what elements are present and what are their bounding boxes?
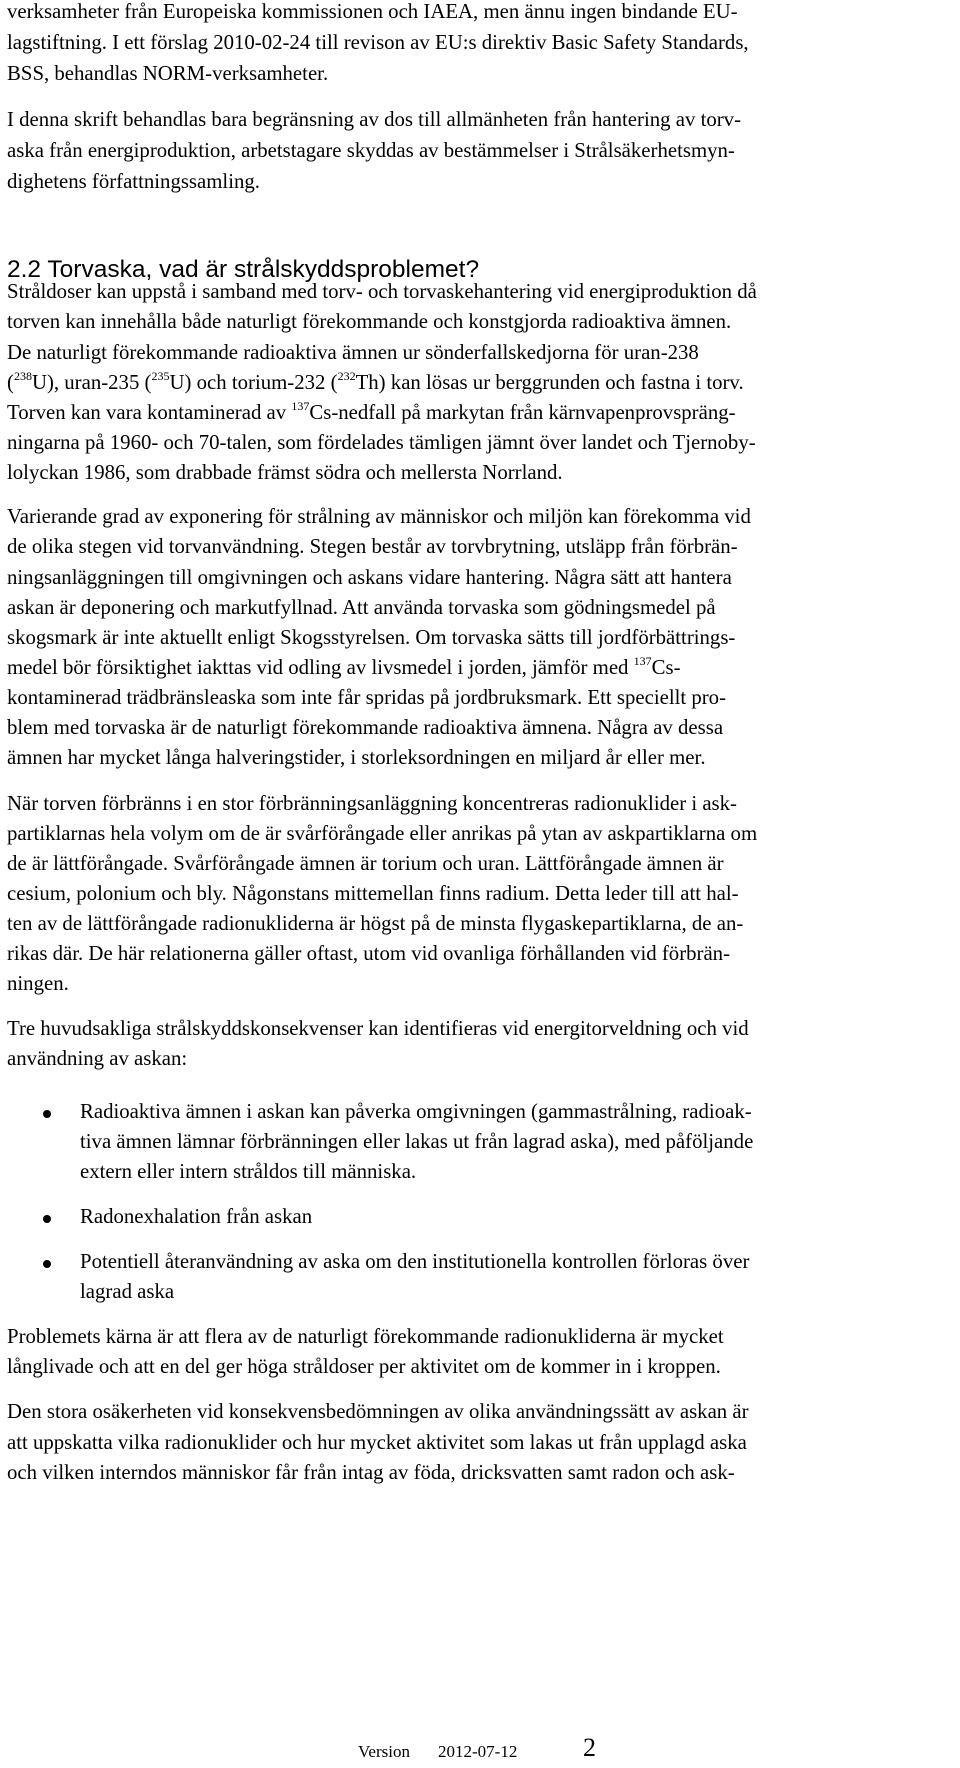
superscript: 137 (633, 654, 652, 668)
paragraph-line: dighetens författningssamling. (7, 170, 260, 193)
list-item-line: Radonexhalation från askan (80, 1205, 313, 1228)
footer-version-label: Version (358, 1742, 410, 1761)
list-item-line: lagrad aska (80, 1280, 175, 1303)
paragraph-line: lolyckan 1986, som drabbade främst södra och mellersta Norrland. (7, 461, 563, 484)
footer-date: 2012-07-12 (438, 1742, 518, 1761)
section-heading: 2.2 Torvaska, vad är strålskyddsproblemet? (7, 256, 480, 283)
paragraph-line (7, 401, 736, 425)
paragraph-line: långlivade och att en del ger höga stråldoser per aktivitet om de kommer in i kroppen. (7, 1355, 721, 1378)
paragraph-line: torven kan innehålla både naturligt förekommande och konstgjorda radioaktiva ämnen. (7, 310, 732, 333)
list-item-line: tiva ämnen lämnar förbränningen eller lakas ut från lagrad aska), med påföljande (80, 1130, 754, 1153)
intro-line: BSS, behandlas NORM-verksamheter. (7, 62, 329, 85)
paragraph-line (7, 371, 744, 395)
text-run: medel bör försiktighet iakttas vid odling av livsmedel i jorden, jämför med (7, 656, 634, 679)
text-run: U), uran-235 ( (31, 371, 152, 394)
bullet-icon (43, 1260, 51, 1268)
paragraph-line: Den stora osäkerheten vid konsekvensbedömningen av olika användningssätt av askan är (7, 1400, 749, 1423)
paragraph-line: ämnen har mycket långa halveringstider, i storleksordningen en miljard år eller mer. (7, 746, 706, 769)
paragraph-line: de olika stegen vid torvanvändning. Stegen består av torvbrytning, utsläpp från förbrän- (7, 535, 738, 558)
paragraph-line: Problemets kärna är att flera av de naturligt förekommande radionukliderna är mycket (7, 1325, 724, 1348)
paragraph-line: ningarna på 1960- och 70-talen, som fördelades tämligen jämnt över landet och Tjernoby- (7, 431, 756, 454)
intro-line: lagstiftning. I ett förslag 2010-02-24 till revison av EU:s direktiv Basic Safety Standards, (7, 31, 749, 54)
paragraph-line: användning av askan: (7, 1047, 188, 1070)
text-run: Cs- (651, 656, 681, 679)
bullet-icon (43, 1215, 51, 1223)
paragraph-line: blem med torvaska är de naturligt förekommande radioaktiva ämnena. Några av dessa (7, 716, 724, 739)
text-run: Th) kan lösas ur berggrunden och fastna i torv. (355, 371, 744, 394)
paragraph-line: I denna skrift behandlas bara begränsning av dos till allmänheten från hantering av torv- (7, 108, 741, 131)
paragraph-line: Varierande grad av exponering för strålning av människor och miljön kan förekomma vid (7, 505, 751, 528)
superscript: 232 (337, 369, 356, 383)
paragraph-line: askan är deponering och markutfyllnad. Att använda torvaska som gödningsmedel på (7, 596, 716, 619)
superscript: 137 (291, 399, 310, 413)
paragraph-line: partiklarnas hela volym om de är svårförångade eller anrikas på ytan av askpartiklarna om (7, 822, 758, 845)
paragraph-line (7, 656, 681, 680)
paragraph-line: och vilken interndos människor får från intag av föda, dricksvatten samt radon och ask- (7, 1461, 735, 1484)
paragraph-line: Tre huvudsakliga strålskyddskonsekvenser kan identifieras vid energitorveldning och vid (7, 1017, 749, 1040)
paragraph-line: ten av de lättförångade radionukliderna är högst på de minsta flygaskepartiklarna, de an- (7, 912, 744, 935)
text-run: ( (7, 371, 14, 394)
text-run: Cs-nedfall på markytan från kärnvapenprovspräng- (309, 401, 736, 424)
paragraph-line: ningen. (7, 972, 69, 995)
paragraph-line: skogsmark är inte aktuellt enligt Skogsstyrelsen. Om torvaska sätts till jordförbättrings- (7, 626, 736, 649)
paragraph-line: ningsanläggningen till omgivningen och askans vidare hantering. Några sätt att hantera (7, 566, 732, 589)
superscript: 235 (151, 369, 170, 383)
page-number: 2 (583, 1733, 596, 1762)
paragraph-line: aska från energiproduktion, arbetstagare skyddas av bestämmelser i Strålsäkerhetsmyn- (7, 139, 735, 162)
paragraph-line: Stråldoser kan uppstå i samband med torv- och torvaskehantering vid energiproduktion då (7, 280, 757, 303)
list-item-line: extern eller intern stråldos till människa. (80, 1160, 417, 1183)
paragraph-line: När torven förbränns i en stor förbränningsanläggning koncentreras radionuklider i ask- (7, 792, 737, 815)
paragraph-line: rikas där. De här relationerna gäller oftast, utom vid ovanliga förhållanden vid förbrän- (7, 942, 731, 965)
list-item-line: Potentiell återanvändning av aska om den institutionella kontrollen förloras över (80, 1250, 750, 1273)
paragraph-line: cesium, polonium och bly. Någonstans mittemellan finns radium. Detta leder till att hal- (7, 882, 739, 905)
paragraph-line: kontaminerad trädbränsleaska som inte får spridas på jordbruksmark. Ett speciellt pro- (7, 686, 727, 709)
intro-line: verksamheter från Europeiska kommissionen och IAEA, men ännu ingen bindande EU- (7, 0, 738, 23)
list-item-line: Radioaktiva ämnen i askan kan påverka omgivningen (gammastrålning, radioak- (80, 1100, 752, 1123)
text-run: Torven kan vara kontaminerad av (7, 401, 292, 424)
paragraph-line: De naturligt förekommande radioaktiva ämnen ur sönderfallskedjorna för uran-238 (7, 341, 699, 364)
paragraph-line: att uppskatta vilka radionuklider och hur mycket aktivitet som lakas ut från upplagd aska (7, 1431, 747, 1454)
paragraph-line: de är lättförångade. Svårförångade ämnen är torium och uran. Lättförångade ämnen är (7, 852, 724, 875)
superscript: 238 (13, 369, 32, 383)
text-run: U) och torium-232 ( (169, 371, 338, 394)
bullet-icon (43, 1110, 51, 1118)
